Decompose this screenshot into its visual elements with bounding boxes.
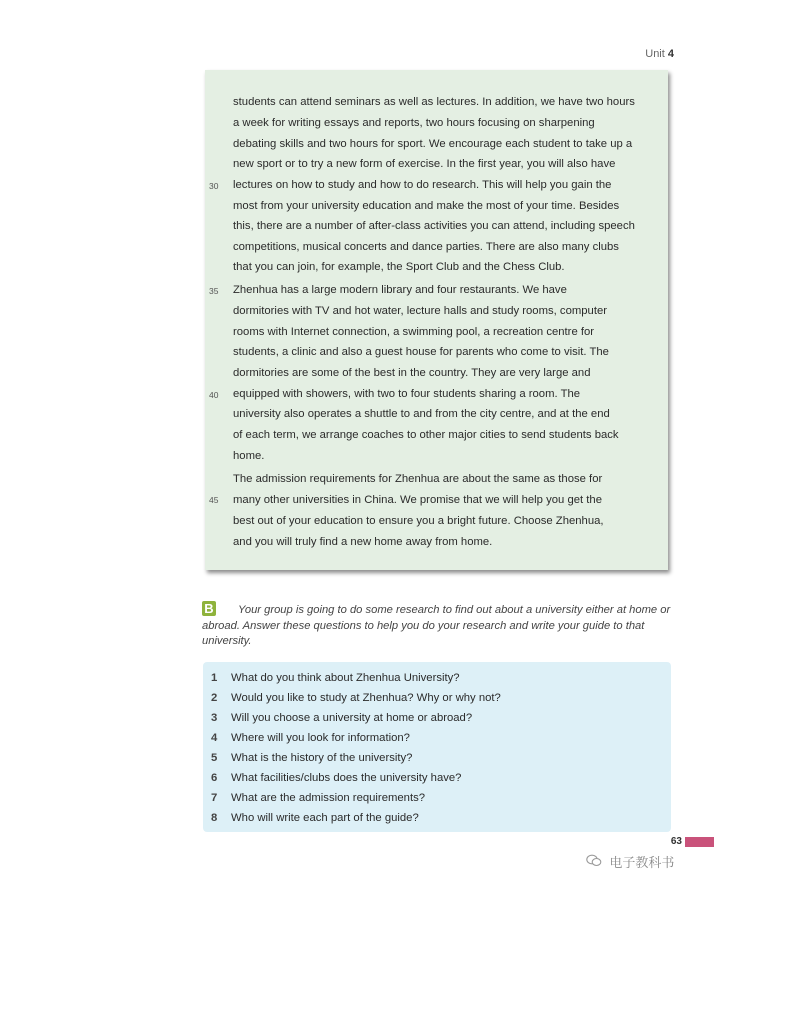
line-number: 30	[209, 181, 219, 191]
reading-line: dormitories are some of the best in the country. They are very large and	[233, 367, 591, 379]
question-number: 3	[211, 712, 218, 724]
reading-line: and you will truly find a new home away from home.	[233, 536, 493, 548]
watermark-text: 电子教科书	[609, 855, 675, 870]
question-number: 6	[211, 772, 218, 784]
question-item	[211, 752, 412, 764]
unit-number: 4	[667, 48, 674, 60]
reading-line: that you can join, for example, the Sport Club and the Chess Club.	[233, 261, 565, 273]
question-item	[211, 792, 425, 804]
reading-line: most from your university education and make the most of your time. Besides	[233, 200, 620, 212]
section-b-badge: B	[202, 601, 216, 616]
question-number: 1	[211, 672, 218, 684]
reading-line: competitions, musical concerts and dance parties. There are also many clubs	[233, 241, 619, 253]
reading-line: students can attend seminars as well as lectures. In addition, we have two hours	[233, 96, 635, 108]
line-number: 45	[209, 495, 219, 505]
question-text: What do you think about Zhenhua University?	[231, 672, 460, 684]
question-text: What are the admission requirements?	[231, 792, 426, 804]
reading-line: dormitories with TV and hot water, lecture halls and study rooms, computer	[233, 305, 608, 317]
section-b-instruction-text: Your group is going to do some research to find out about a university either at home or abroad. Answer these questions to help you do your research and write your guide to that university.	[202, 604, 671, 647]
question-number: 2	[211, 692, 218, 704]
reading-line: this, there are a number of after-class activities you can attend, including speech	[233, 220, 635, 232]
reading-line: home.	[233, 450, 265, 462]
reading-line: lectures on how to study and how to do research. This will help you gain the	[233, 179, 612, 191]
question-number: 5	[211, 752, 218, 764]
page-number: 63	[670, 836, 682, 847]
page-number-accent-bar	[685, 837, 714, 847]
question-number: 8	[211, 812, 218, 824]
reading-line: new sport or to try a new form of exercise. In the first year, you will also have	[233, 158, 616, 170]
watermark	[586, 852, 674, 871]
questions-list	[203, 662, 671, 832]
reading-line: students, a clinic and also a guest house for parents who come to visit. The	[233, 346, 609, 358]
question-item	[211, 772, 461, 784]
reading-line: many other universities in China. We promise that we will help you get the	[233, 494, 603, 506]
reading-line: debating skills and two hours for sport. We encourage each student to take up a	[233, 138, 633, 150]
question-number: 4	[211, 732, 218, 744]
question-text: Where will you look for information?	[231, 732, 410, 744]
reading-line: best out of your education to ensure you a bright future. Choose Zhenhua,	[233, 515, 604, 527]
reading-line: Zhenhua has a large modern library and four restaurants. We have	[233, 284, 567, 296]
line-number: 35	[209, 286, 219, 296]
question-text: Will you choose a university at home or abroad?	[231, 712, 473, 724]
line-number: 40	[209, 390, 219, 400]
reading-line: university also operates a shuttle to and from the city centre, and at the end	[233, 408, 610, 420]
question-number: 7	[211, 792, 218, 804]
section-b-instructions	[202, 603, 672, 650]
reading-line: rooms with Internet connection, a swimming pool, a recreation centre for	[233, 326, 595, 338]
reading-passage-card	[205, 70, 668, 570]
reading-line: equipped with showers, with two to four students sharing a room. The	[233, 388, 581, 400]
wechat-icon	[586, 856, 605, 870]
question-item	[211, 672, 460, 684]
reading-line: The admission requirements for Zhenhua are about the same as those for	[233, 473, 603, 485]
unit-label	[622, 48, 674, 60]
unit-label-text: Unit	[645, 48, 665, 60]
question-item	[211, 732, 410, 744]
question-item	[211, 712, 472, 724]
question-text: What is the history of the university?	[231, 752, 413, 764]
question-item	[211, 692, 501, 704]
reading-line: of each term, we arrange coaches to other major cities to send students back	[233, 429, 619, 441]
question-text: What facilities/clubs does the university have?	[231, 772, 462, 784]
reading-line: a week for writing essays and reports, two hours focusing on sharpening	[233, 117, 595, 129]
question-item	[211, 812, 419, 824]
question-text: Would you like to study at Zhenhua? Why or why not?	[231, 692, 501, 704]
question-text: Who will write each part of the guide?	[231, 812, 419, 824]
